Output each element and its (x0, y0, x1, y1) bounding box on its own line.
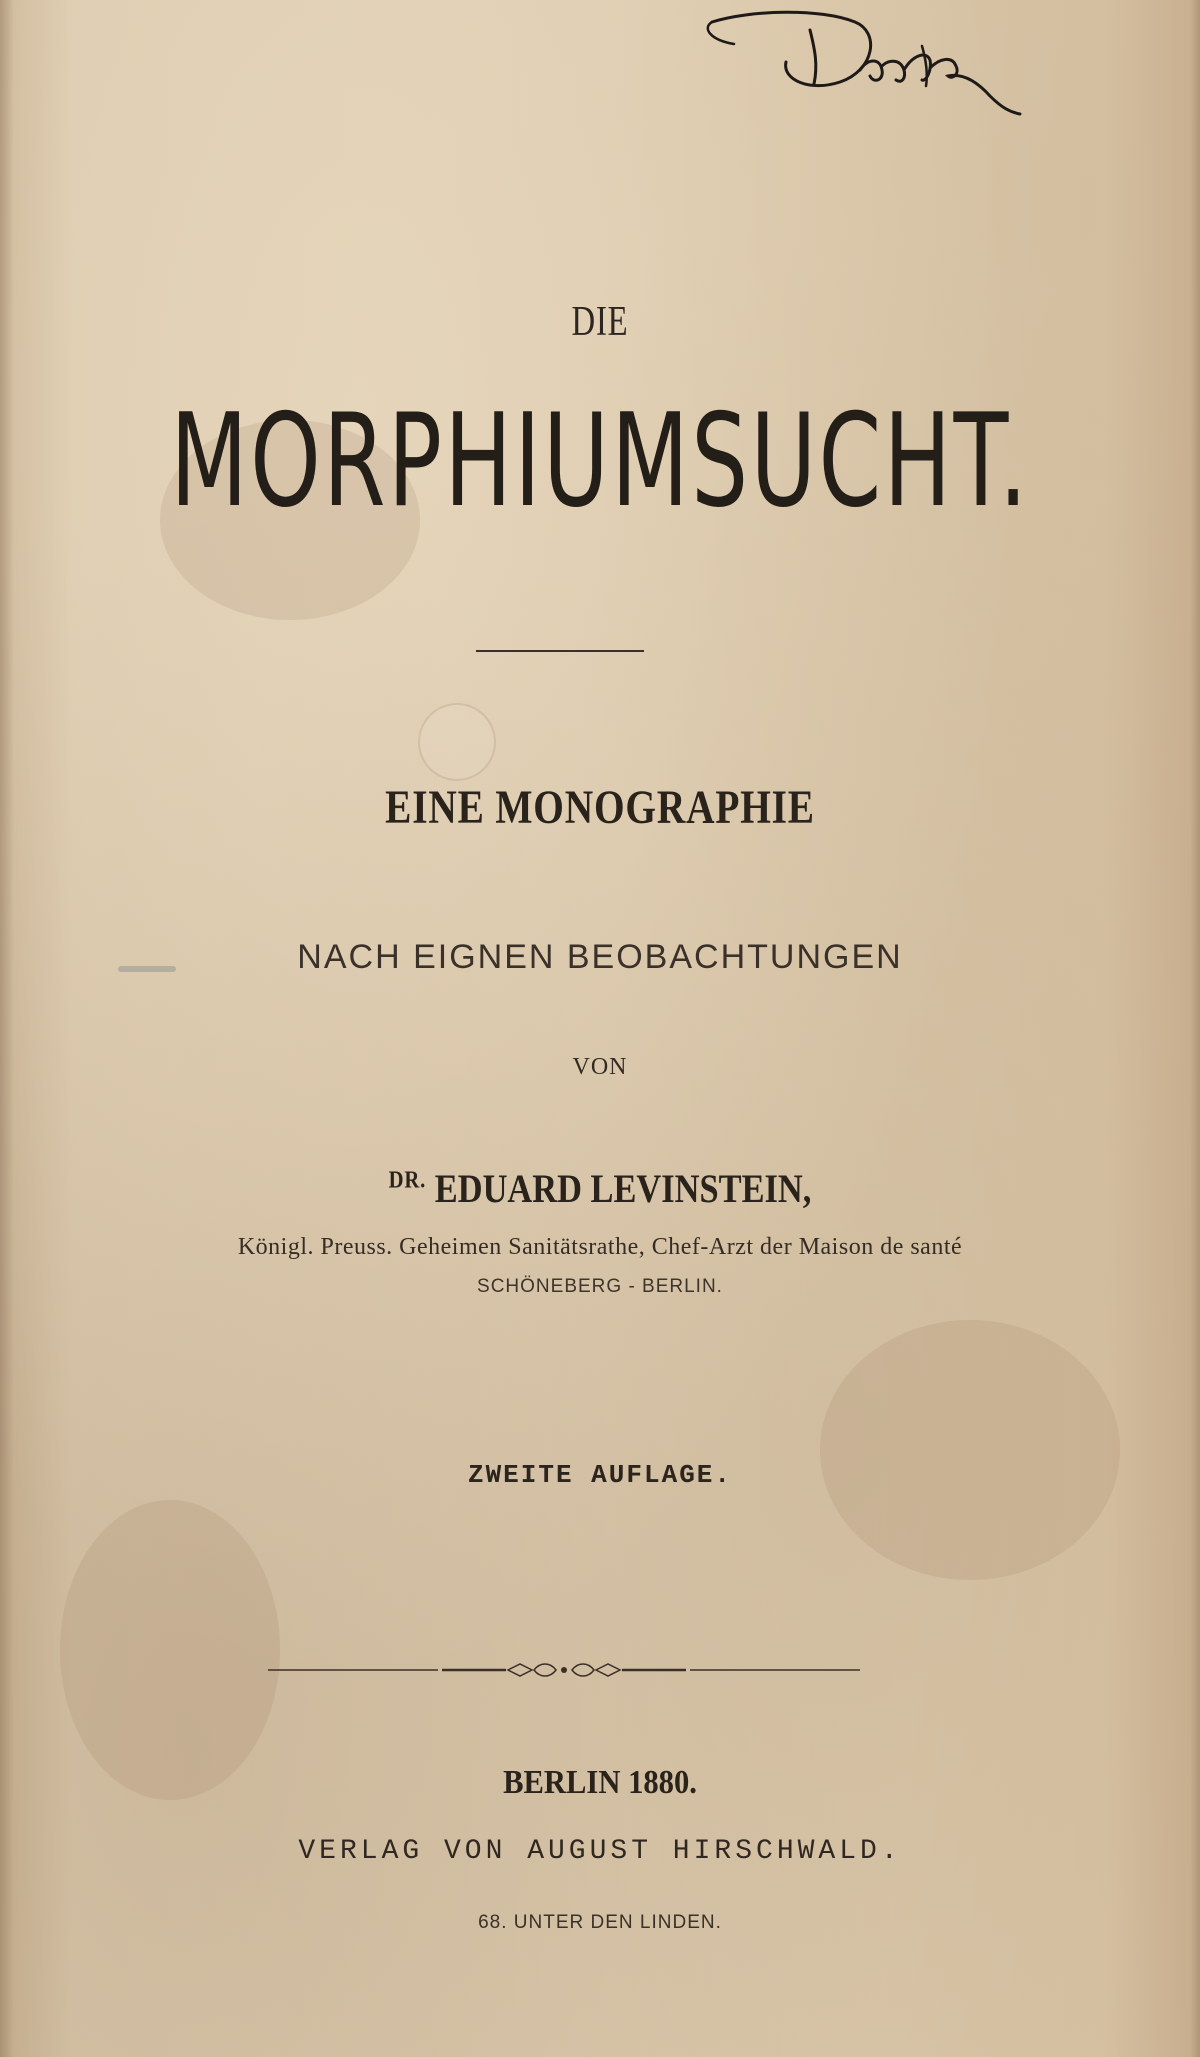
title-divider (476, 650, 644, 652)
by-line: VON (572, 1054, 628, 1080)
book-title: MORPHIUMSUCHT. (170, 387, 1030, 536)
subtitle-basis: NACH EIGNEN BEOBACHTUNGEN (297, 938, 903, 976)
page-edge-right (1190, 0, 1200, 2057)
author-prefix: DR. (388, 1167, 427, 1194)
author-line (84, 1165, 1116, 1212)
paper-blemish (418, 703, 496, 781)
publisher: VERLAG VON AUGUST HIRSCHWALD. (298, 1836, 902, 1867)
edition: ZWEITE AUFLAGE. (467, 1460, 733, 1490)
handwritten-signature (690, 0, 1070, 130)
paper-stain (820, 1320, 1120, 1580)
page-edge-left (0, 0, 14, 2057)
publisher-address: 68. UNTER DEN LINDEN. (478, 1912, 722, 1933)
author-name: EDUARD LEVINSTEIN, (434, 1166, 812, 1211)
paper-stain (60, 1500, 280, 1800)
book-subtitle: EINE MONOGRAPHIE (385, 781, 815, 834)
author-location: SCHÖNEBERG - BERLIN. (477, 1276, 723, 1297)
pre-title: DIE (571, 299, 629, 345)
ornamental-divider (268, 1660, 860, 1680)
author-affiliation: Königl. Preuss. Geheimen Sanitätsrathe, Chef-Arzt der Maison de santé (237, 1234, 963, 1260)
imprint-city-year: BERLIN 1880. (503, 1764, 697, 1801)
